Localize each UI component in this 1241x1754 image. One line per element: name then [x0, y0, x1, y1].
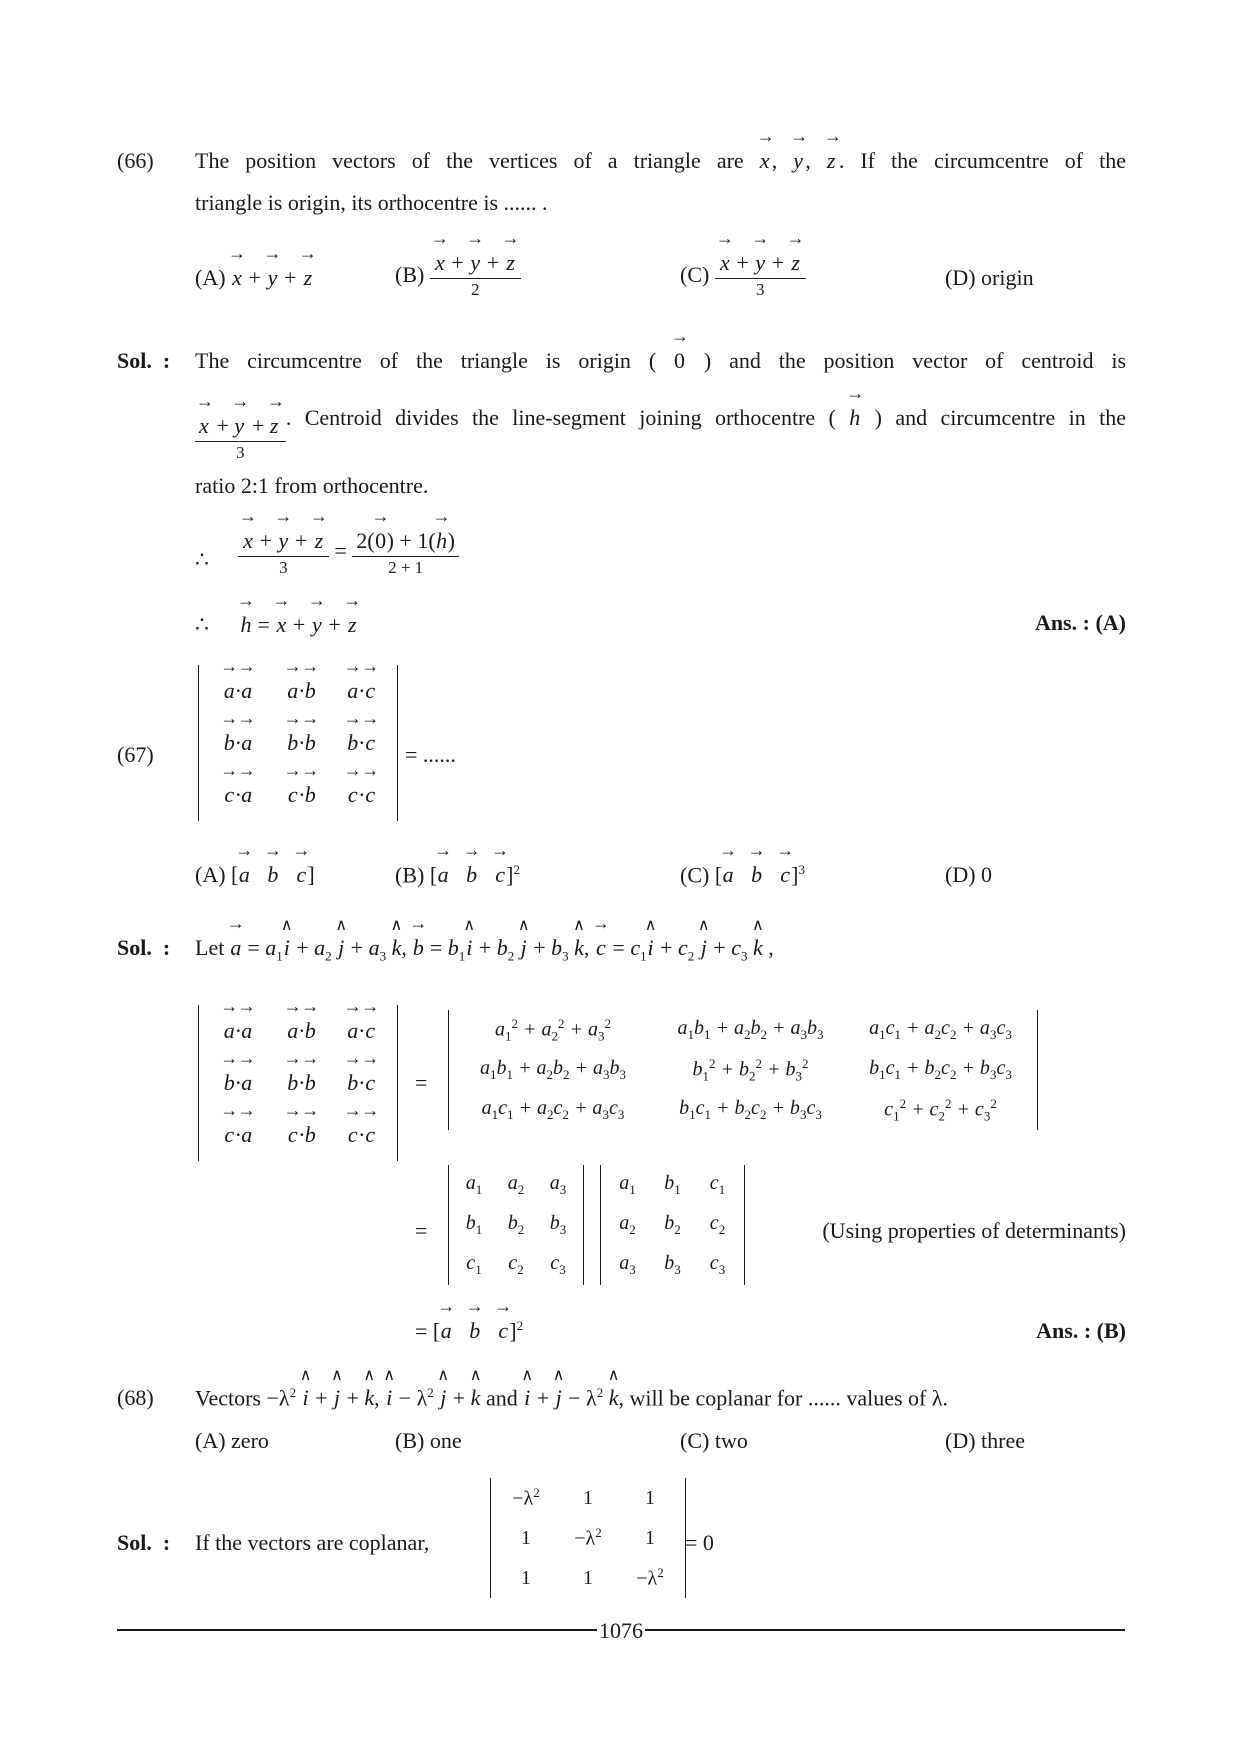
option-a: (A) → x + → y + → z [195, 265, 314, 291]
determinant: → a·→ a → a·→ b → a·→ c → b·→ a → b·→ b → b·→ c → c·→ a → c·→ b → c·→ c [198, 1005, 398, 1161]
solution-text: → $\frac{x + \to y + \to z}{3}$ . Centroid divides the line-segment joining orthocentre ( → h ) and circumcentre in the [195, 405, 1126, 464]
solution-text: Let → $a = a_1\wedge$ $i + a_2$ ∧ $j + a_3$ ∧ k, → $b = b_1\wedge$ $i + b_2$ ∧ $j + b_3$ ∧ k, → $c = c_1\wedge$ $i + c_2$ ∧ $j + c_3$ ∧ k , [195, 935, 774, 964]
question-text: The position vectors of the vertices of a triangle are → x , → y , → z . If the circumcentre of the [195, 148, 1126, 174]
option-b: (B) [→ a → b → c]$^2$ [395, 862, 520, 888]
answer: Ans. : (B) [1036, 1318, 1126, 1343]
solution-label: Sol. : [117, 935, 171, 960]
equals-dots: = ...... [405, 742, 456, 767]
equals-zero: = 0 [685, 1530, 714, 1555]
answer: Ans. : (A) [1034, 610, 1126, 635]
option-a: (A) zero [195, 1428, 269, 1453]
solution-text: If the vectors are coplanar, [195, 1530, 430, 1555]
option-c: (C) [→ a → b → c]$^3$ [680, 862, 805, 888]
note: (Using properties of determinants) [822, 1218, 1126, 1243]
page-number: 1076 [599, 1618, 643, 1643]
footer-rule-right [645, 1629, 1125, 1631]
option-c: (C) two [680, 1428, 748, 1453]
equals-sign: = [415, 1218, 428, 1243]
equation: = [→ a → b → c]$^2$ [415, 1318, 523, 1344]
solution-text: ratio 2:1 from orthocentre. [195, 473, 429, 498]
determinant: $a_1$ $b_1$ $c_1$ $a_2$ $b_2$ $c_2$ $a_3$ $b_3$ $c_3$ [600, 1165, 745, 1285]
question-text: triangle is origin, its orthocentre is ...... . [195, 190, 548, 215]
equals-sign: = [415, 1070, 428, 1095]
solution-label: Sol. : [117, 348, 171, 373]
determinant: $a_1^2 + a_2^2 + a_3^2$ $a_1b_1 + a_2b_2 + a_3b_3$ $a_1c_1 + a_2c_2 + a_3c_3$ $a_1b_1 + a_2b_2 + a_3b_3$ $b_1^2 + b_2^2 + b_3^2$ $b_1c_1 + b_2c_2 + b_3c_3$ $a_1c_1 + a_2c_2 + a_3c_3$ $b_1c_1 + b_2c_2 + b_3c_3$ $c_1^2 + c_2^2 + c_3^2$ [448, 1010, 1038, 1130]
question-number: (67) [117, 742, 154, 767]
option-d: (D) origin [945, 265, 1034, 290]
option-b: (B) one [395, 1428, 462, 1453]
question-number: (68) [117, 1385, 154, 1410]
determinant: → a·→ a → a·→ b → a·→ c → b·→ a → b·→ b → b·→ c → c·→ a → c·→ b → c·→ c [198, 665, 398, 821]
solution-text: The circumcentre of the triangle is origin ( → 0 ) and the position vector of centroid is [195, 348, 1126, 374]
option-d: (D) three [945, 1428, 1026, 1453]
question-number: (66) [117, 148, 154, 173]
equation: → h = → x + → y + → z [240, 612, 358, 638]
option-d: (D) 0 [945, 862, 993, 887]
therefore-symbol: ∴ [195, 612, 209, 637]
option-a: (A) [→ a → b → c] [195, 862, 315, 888]
determinant: $-\lambda^2$ 1 1 1 $-\lambda^2$ 1 1 1 $-\lambda^2$ [490, 1478, 686, 1598]
option-b: (B) → $\frac{x + \to y + \to z}{2}$ [395, 250, 521, 300]
footer-rule-left [117, 1629, 597, 1631]
therefore-symbol: ∴ [195, 547, 209, 572]
equation: → $\frac{x + \to y + \to z}{3}$ = $\frac{2(\to 0) + 1(\to h)}{2 + 1}$ [238, 528, 459, 578]
solution-label: Sol. : [117, 1530, 171, 1555]
determinant: $a_1$ $a_2$ $a_3$ $b_1$ $b_2$ $b_3$ $c_1$ $c_2$ $c_3$ [448, 1165, 584, 1285]
question-text: Vectors $-\lambda^2$ ∧ i + ∧ j + ∧ k, ∧ $i - \lambda^2$ ∧ j + ∧ k and ∧ i + ∧ $j - \lambda^2$ ∧ k, will be coplanar for ...... values of λ. [195, 1385, 948, 1411]
option-c: (C) → $\frac{x + \to y + \to z}{3}$ [680, 250, 806, 300]
